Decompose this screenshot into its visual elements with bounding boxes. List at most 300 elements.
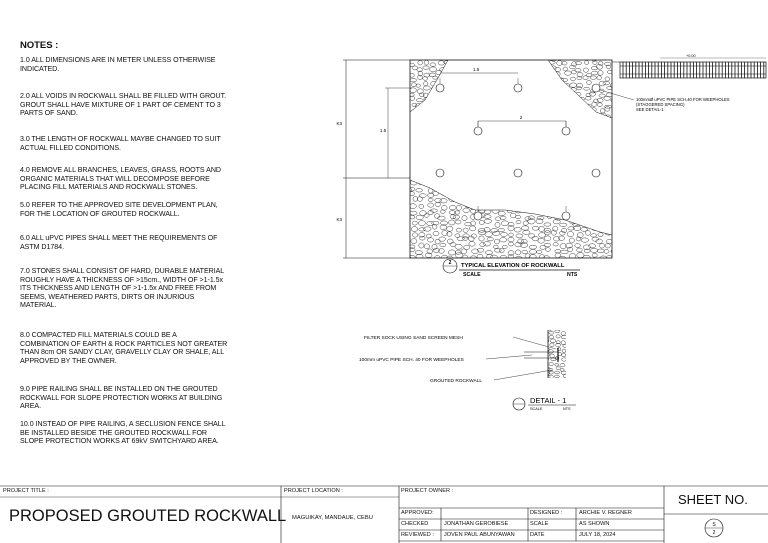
rock-stone xyxy=(415,251,422,255)
rock-stone xyxy=(487,203,492,207)
rock-stone xyxy=(589,221,596,225)
note-5: 5.0 REFER TO THE APPROVED SITE DEVELOPMENT PLAN, FOR THE LOCATION OF GROUTED ROCKWALL. xyxy=(20,201,218,218)
rock-stone xyxy=(597,76,602,80)
rock-stone xyxy=(470,205,476,210)
rock-stone xyxy=(500,256,507,260)
rock-stone xyxy=(552,196,559,201)
rock-stone xyxy=(563,104,568,109)
rock-stone xyxy=(521,208,527,212)
rock-stone xyxy=(404,109,409,113)
rock-stone xyxy=(424,227,432,231)
rock-stone xyxy=(561,341,565,345)
weephole xyxy=(562,212,570,220)
rock-stone xyxy=(430,67,437,72)
rock-stone xyxy=(593,113,599,116)
notes-title: NOTES : xyxy=(20,40,59,51)
rock-stone xyxy=(585,186,591,190)
rock-stone xyxy=(401,203,408,206)
rock-stone xyxy=(577,175,584,179)
rock-stone xyxy=(532,226,539,230)
rock-stone xyxy=(541,103,546,107)
rock-stone xyxy=(600,175,605,179)
rock-stone xyxy=(447,226,453,231)
rock-stone xyxy=(568,247,573,252)
rock-stone xyxy=(591,71,598,75)
rock-stone xyxy=(550,354,554,358)
rock-stone xyxy=(403,248,408,251)
rock-stone xyxy=(498,197,505,201)
rock-stone xyxy=(561,371,566,375)
rock-stone xyxy=(598,71,603,76)
rock-stone xyxy=(508,237,514,242)
weephole xyxy=(474,127,482,135)
rock-stone xyxy=(567,232,574,237)
rock-stone xyxy=(517,183,522,187)
rock-stone xyxy=(418,60,423,65)
rock-stone xyxy=(592,253,597,257)
rock-stone xyxy=(418,55,423,60)
rock-stone xyxy=(433,76,438,79)
rock-stone xyxy=(563,374,567,377)
rock-stone xyxy=(487,182,494,187)
rock-stone xyxy=(523,230,530,234)
rock-stone xyxy=(550,339,556,343)
rock-stone xyxy=(410,215,415,219)
rock-stone xyxy=(567,206,572,210)
rock-stone xyxy=(592,191,599,195)
rock-stone xyxy=(456,205,461,210)
rock-stone xyxy=(424,244,429,249)
rock-stone xyxy=(589,92,595,96)
weephole xyxy=(592,169,600,177)
rock-stone xyxy=(562,228,567,232)
rock-stone xyxy=(533,185,539,189)
rock-stone xyxy=(539,226,545,231)
rock-stone xyxy=(564,83,569,87)
rock-stone xyxy=(520,182,527,186)
rock-stone xyxy=(592,208,598,212)
rock-stone xyxy=(537,175,543,178)
rock-stone xyxy=(411,239,417,244)
rock-stone xyxy=(410,73,414,77)
rock-stone xyxy=(528,209,534,213)
rock-stone xyxy=(597,227,602,231)
rock-stone xyxy=(531,198,538,202)
rock-stone xyxy=(419,243,424,248)
rock-stone xyxy=(597,211,602,215)
note-4: 4.0 REMOVE ALL BRANCHES, LEAVES, GRASS, ROOTS AND ORGANIC MATERIALS THAT WILL DECOMPOSE BEFORE PLACING FILL MATERIALS AND ROCKWALL STONES. xyxy=(20,166,221,192)
rock-stone xyxy=(425,55,431,59)
rock-stone xyxy=(493,182,500,186)
rock-stone xyxy=(549,363,553,366)
rock-stone xyxy=(577,87,582,90)
rock-stone xyxy=(470,226,476,231)
rock-stone xyxy=(455,244,462,249)
rock-stone xyxy=(568,175,576,179)
rock-stone xyxy=(598,199,604,204)
rock-stone xyxy=(403,222,408,226)
rock-stone xyxy=(487,188,494,193)
rock-stone xyxy=(557,326,562,330)
rock-stone xyxy=(570,55,576,59)
rock-stone xyxy=(551,86,556,91)
rock-stone xyxy=(582,114,588,117)
rock-stone xyxy=(545,197,552,202)
note-9: 9.0 PIPE RAILING SHALL BE INSTALLED ON THE GROUTED ROCKWALL FOR SLOPE PROTECTION WORKS AT BUILDING AREA. xyxy=(20,385,223,411)
rock-fill-left xyxy=(401,54,453,119)
rock-stone xyxy=(445,82,452,86)
rock-stone xyxy=(464,192,470,196)
rock-edge-bottom xyxy=(410,180,612,235)
rock-stone xyxy=(604,56,609,60)
rock-stone xyxy=(563,67,568,71)
rock-stone xyxy=(613,239,620,243)
rock-stone xyxy=(410,211,417,215)
rock-stone xyxy=(515,191,522,195)
rock-stone xyxy=(410,96,415,101)
rock-stone xyxy=(541,66,548,70)
rock-stone xyxy=(435,202,441,206)
rock-stone xyxy=(605,106,610,111)
rock-stone xyxy=(554,120,561,124)
rock-stone xyxy=(604,250,609,254)
rock-stone xyxy=(583,68,588,72)
project-location-label: PROJECT LOCATION : xyxy=(284,488,343,494)
rock-stone xyxy=(484,194,489,199)
rock-stone xyxy=(485,176,491,181)
rock-stone xyxy=(523,205,528,210)
rock-stone xyxy=(545,327,549,330)
rock-stone xyxy=(546,191,552,196)
rock-stone xyxy=(492,175,499,179)
weephole xyxy=(562,127,570,135)
rock-stone xyxy=(562,94,568,99)
rock-stone xyxy=(555,105,561,108)
rock-stone xyxy=(577,107,582,112)
weephole xyxy=(436,84,444,92)
rock-stone xyxy=(553,243,558,246)
rock-stone xyxy=(543,330,548,333)
dimension-text-left-bottom: K3 xyxy=(336,217,342,222)
rock-stone xyxy=(590,216,597,220)
rock-stone xyxy=(404,92,410,95)
rock-stone xyxy=(462,216,467,221)
note-7: 7.0 STONES SHALL CONSIST OF HARD, DURABLE MATERIAL ROUGHLY HAVE A THICKNESS OF >15cm., WIDTH OF >1-1.5x ITS THICKNESS AND LENGTH OF >1-1.5x AND FREE FROM SEEMS, WEATHERED PARTS, DIRTS OR INJURIOUS MATERIAL. xyxy=(20,267,225,310)
weephole-note-3: SEE DETAIL-1 xyxy=(636,107,664,112)
rock-stone xyxy=(440,92,445,96)
rock-stone xyxy=(558,203,565,207)
rock-stone xyxy=(549,83,554,86)
rock-stone xyxy=(443,177,448,181)
rock-stone xyxy=(426,234,431,238)
rock-stone xyxy=(404,228,410,232)
rock-stone xyxy=(549,76,556,81)
designed-label: DESIGNED : xyxy=(530,510,563,516)
weephole xyxy=(592,84,600,92)
rock-stone xyxy=(490,255,497,260)
rock-stone xyxy=(402,76,407,79)
rock-stone xyxy=(561,114,568,118)
rock-stone xyxy=(435,239,440,244)
note-1: 1.0 ALL DIMENSIONS ARE IN METER UNLESS OTHERWISE INDICATED. xyxy=(20,56,216,73)
rock-stone xyxy=(428,238,434,242)
rock-stone xyxy=(555,250,561,253)
rock-stone xyxy=(600,186,605,191)
rock-stone xyxy=(500,216,506,219)
rock-stone xyxy=(591,67,598,70)
rock-stone xyxy=(416,189,423,193)
rock-stone xyxy=(447,93,452,96)
rock-stone xyxy=(612,109,618,114)
rock-stone xyxy=(550,98,557,102)
rock-stone xyxy=(577,248,583,252)
rock-stone xyxy=(494,193,502,197)
rock-stone xyxy=(562,358,567,361)
rock-stone xyxy=(597,103,602,107)
rock-stone xyxy=(545,231,551,235)
rock-stone xyxy=(549,120,554,123)
rock-stone xyxy=(525,217,531,221)
rock-stone xyxy=(485,232,492,237)
rock-stone xyxy=(439,97,444,101)
rock-stone xyxy=(570,83,577,87)
rock-stone xyxy=(552,177,558,182)
rock-stone xyxy=(541,77,547,82)
rock-stone xyxy=(550,102,554,105)
rock-stone xyxy=(477,254,483,259)
rock-stone xyxy=(537,250,542,254)
date-value: JULY 18, 2024 xyxy=(579,532,616,538)
rock-stone xyxy=(589,244,596,248)
rock-stone xyxy=(605,226,612,231)
rock-stone xyxy=(455,253,462,258)
weephole-group xyxy=(436,84,600,220)
rock-stone xyxy=(561,335,567,338)
scale-value: AS SHOWN xyxy=(579,521,610,527)
rock-stone xyxy=(401,244,406,249)
rock-stone xyxy=(583,193,589,196)
detail-scale-value: NTS xyxy=(563,407,571,411)
weephole xyxy=(514,84,522,92)
rock-stone xyxy=(522,192,528,196)
rock-stone xyxy=(510,213,516,218)
rock-stone xyxy=(546,206,553,210)
rock-stone xyxy=(492,204,497,207)
rock-stone xyxy=(463,255,468,260)
rock-stone xyxy=(410,113,416,117)
rock-stone xyxy=(569,115,574,120)
rock-stone xyxy=(413,197,418,202)
rock-stone xyxy=(485,199,492,203)
rock-stone xyxy=(544,177,550,181)
rock-stone xyxy=(586,109,591,114)
rock-stone xyxy=(448,175,455,180)
rock-stone xyxy=(600,243,605,248)
rock-stone xyxy=(583,119,589,123)
rock-stone xyxy=(585,97,591,101)
rock-stone xyxy=(418,221,425,226)
rock-stone xyxy=(453,215,459,219)
rock-stone xyxy=(529,234,535,238)
rock-stone xyxy=(600,180,606,184)
rock-stone xyxy=(558,93,563,98)
rock-stone xyxy=(446,76,450,81)
rock-stone xyxy=(613,227,619,230)
rock-stone xyxy=(449,206,456,210)
rock-stone xyxy=(514,227,521,232)
dimension-text-top: 1.5 xyxy=(472,67,480,72)
rock-stone xyxy=(448,250,455,255)
rock-stone xyxy=(562,86,568,91)
detail-scale-label: SCALE xyxy=(530,407,543,411)
rock-stone xyxy=(536,219,543,224)
rock-stone xyxy=(500,183,507,188)
rock-stone xyxy=(516,234,523,238)
rock-stone xyxy=(494,200,500,203)
checked-label: CHECKED xyxy=(401,521,429,527)
rock-stone xyxy=(463,228,468,232)
rock-stone xyxy=(598,117,604,122)
rock-stone xyxy=(428,174,434,179)
rock-stone xyxy=(454,183,460,188)
rock-stone xyxy=(544,223,551,226)
rock-stone xyxy=(428,198,433,201)
rock-stone xyxy=(588,203,595,208)
rock-stone xyxy=(590,76,596,79)
rock-stone xyxy=(560,364,565,367)
rock-stone xyxy=(551,193,556,198)
rock-stone xyxy=(593,197,599,201)
rock-stone xyxy=(604,181,609,185)
rock-stone xyxy=(502,245,507,248)
rock-stone xyxy=(479,187,485,190)
rock-stone xyxy=(610,83,617,88)
rock-stone xyxy=(463,237,468,241)
rock-stone xyxy=(447,193,453,197)
rock-stone xyxy=(501,194,508,198)
rock-stone xyxy=(600,206,605,210)
rock-stone xyxy=(454,189,461,193)
rock-stone xyxy=(423,86,430,90)
reviewed-label: REVIEWED : xyxy=(401,532,434,538)
rock-stone xyxy=(576,55,581,59)
rock-stone xyxy=(557,97,563,100)
rock-stone xyxy=(550,110,555,114)
rock-stone xyxy=(544,236,551,241)
rock-stone xyxy=(612,104,617,107)
rock-stone xyxy=(532,236,538,241)
rock-stone xyxy=(584,177,590,181)
rock-stone xyxy=(539,180,545,184)
rock-stone xyxy=(506,185,512,190)
rock-stone xyxy=(440,210,445,213)
rock-stone xyxy=(539,191,544,196)
rock-stone xyxy=(416,84,421,87)
rock-fill-right xyxy=(540,54,620,125)
rock-stone xyxy=(516,215,521,218)
rock-stone xyxy=(508,200,515,204)
rock-stone xyxy=(425,115,431,118)
rock-stone xyxy=(538,187,545,191)
rock-stone xyxy=(447,182,454,187)
rock-stone xyxy=(484,241,491,246)
rock-stone xyxy=(525,200,530,204)
rock-stone xyxy=(545,375,551,378)
rock-stone xyxy=(455,250,461,254)
rock-stone xyxy=(515,257,522,261)
rock-stone xyxy=(440,243,446,247)
rock-stone xyxy=(428,188,433,193)
rock-stone xyxy=(555,330,560,333)
note-2: 2.0 ALL VOIDS IN ROCKWALL SHALL BE FILLED WITH GROUT. GROUT SHALL HAVE MIXTURE OF 1 PART OF CEMENT TO 3 PARTS OF SAND. xyxy=(20,92,227,118)
rock-stone xyxy=(613,256,619,260)
rock-stone xyxy=(581,238,588,242)
elevation-scale-value: NTS xyxy=(567,272,578,278)
rock-stone xyxy=(410,88,417,93)
approved-label: APPROVED: xyxy=(401,510,434,516)
rock-stone xyxy=(615,199,621,203)
rock-stone xyxy=(563,97,569,102)
detail-leader-rockwall xyxy=(494,370,552,380)
rock-stone xyxy=(597,55,602,59)
rock-stone xyxy=(517,204,524,209)
rock-stone xyxy=(408,187,415,191)
rock-stone xyxy=(561,332,565,336)
rock-stone xyxy=(584,104,591,108)
rock-stone xyxy=(439,113,444,117)
rock-stone xyxy=(593,119,598,122)
rock-stone xyxy=(456,228,461,232)
rock-stone xyxy=(418,108,423,111)
rock-stone xyxy=(479,221,484,225)
dimension-text-mid: 2 xyxy=(519,115,523,120)
weephole-note-1: 100mmØ uPVC PIPE SCH.40 FOR WEEPHOLES xyxy=(636,97,730,102)
rock-stone xyxy=(403,83,408,88)
rock-stone xyxy=(607,120,612,124)
rock-stone xyxy=(412,233,417,237)
rock-stone xyxy=(410,204,417,209)
rock-stone xyxy=(590,186,597,191)
rock-stone xyxy=(556,367,560,370)
rock-stone xyxy=(584,209,591,214)
rock-stone xyxy=(604,96,611,100)
rock-stone xyxy=(606,219,611,224)
rock-stone xyxy=(605,231,612,236)
rock-stone xyxy=(499,204,505,209)
detail-title: DETAIL - 1 xyxy=(530,396,567,405)
rock-stone xyxy=(614,205,620,210)
rock-stone xyxy=(480,200,486,204)
rock-stone xyxy=(501,221,508,226)
rock-stone xyxy=(544,243,551,247)
rock-stone xyxy=(433,231,439,235)
rock-stone xyxy=(529,245,537,249)
rock-stone xyxy=(603,82,610,85)
rock-stone xyxy=(501,232,508,236)
rock-stone xyxy=(469,241,475,246)
rock-stone xyxy=(577,193,583,198)
rock-stone xyxy=(561,194,566,199)
rock-stone xyxy=(561,177,569,181)
rock-stone xyxy=(549,335,554,339)
rock-stone xyxy=(440,108,445,112)
elevation-top-label: +0.00 xyxy=(686,54,696,58)
note-3: 3.0 THE LENGTH OF ROCKWALL MAYBE CHANGED TO SUIT ACTUAL FILLED CONDITIONS. xyxy=(20,135,221,152)
rock-stone xyxy=(478,192,484,196)
rock-stone xyxy=(600,109,605,114)
rock-stone xyxy=(442,205,448,210)
rock-stone xyxy=(429,99,436,102)
